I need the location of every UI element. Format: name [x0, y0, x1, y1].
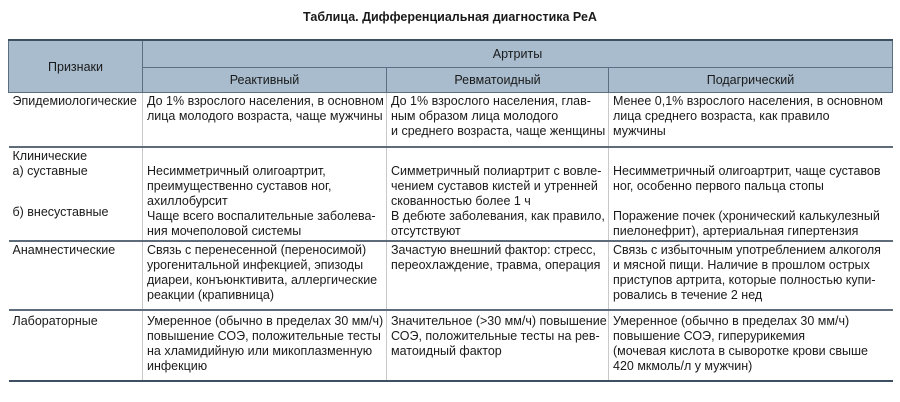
table-title: Таблица. Дифференциальная диагностика РеА	[303, 10, 597, 24]
text-line: Умеренное (обычно в пределах 30 мм/ч)	[613, 313, 850, 328]
text-line: лица среднего возраста, как правило	[613, 109, 830, 124]
cell-gout-b	[613, 209, 889, 239]
text-line: Поражение почек (хронический калькулезный	[613, 208, 880, 223]
sign-label: Лабораторные	[12, 313, 98, 328]
text-line: Умеренное (обычно в пределах 30 мм/ч)	[147, 313, 384, 328]
header-arthritis: Артриты	[143, 40, 893, 68]
cell-rheumatoid	[387, 93, 609, 147]
text-line: Связь с избыточным употреблением алкоголя	[613, 242, 881, 257]
text-line: ахиллобурсит	[147, 193, 228, 208]
text-line: Несимметричный олигоартрит,	[147, 163, 326, 178]
header-gout: Подагрический	[609, 68, 893, 93]
text-line: мужчины	[613, 124, 666, 139]
text-line: Чаще всего воспалительные заболева-	[147, 209, 376, 224]
text-line: До 1% взрослого населения, в основном	[147, 94, 384, 108]
text-line: Симметричный полиартрит с вовле-	[391, 163, 602, 178]
cell-gout	[609, 93, 893, 147]
text-line: повышение СОЭ, гиперурикемия	[613, 328, 806, 343]
table-row-anamnestic	[9, 241, 893, 310]
sign-sublabel-a: а) суставные	[12, 163, 88, 178]
text-line: Связь с перенесенной (переносимой)	[147, 242, 367, 257]
text-line: До 1% взрослого населения, глав-	[391, 94, 591, 108]
cell-gout-a	[613, 164, 889, 194]
diagnosis-table	[8, 39, 893, 382]
text-line: Несимметричный олигоартрит, чаще суставов	[613, 163, 881, 178]
cell-rheumatoid	[387, 241, 609, 310]
text-line: реакции (крапивница)	[147, 288, 275, 303]
text-line: Значительное (>30 мм/ч) повышение	[391, 313, 607, 328]
cell-reactive	[143, 310, 387, 381]
text-line: Менее 0,1% взрослого населения, в основном	[613, 94, 883, 108]
sign-sublabel-b: б) внесуставные	[12, 204, 109, 219]
sign-label: Эпидемиологические	[12, 94, 137, 108]
text-line: повышение СОЭ, положительные тесты	[147, 328, 381, 343]
table-row-epidemiological	[9, 93, 893, 147]
text-line: лица молодого возраста, чаще мужчины	[147, 109, 383, 124]
text-line: преимущественно суставов ног,	[147, 178, 332, 193]
text-line: инфекцию	[147, 359, 208, 374]
text-line: чением суставов кистей и утренней	[391, 178, 598, 193]
table-row-clinical	[9, 147, 893, 241]
text-line: СОЭ, положительные тесты на рев-	[391, 328, 600, 343]
text-line: переохлаждение, травма, операция	[391, 257, 601, 272]
text-line: В дебюте заболевания, как правило,	[391, 209, 605, 224]
cell-gout	[609, 310, 893, 381]
text-line: пиелонефрит), артериальная гипертензия	[613, 224, 859, 239]
cell-rheumatoid	[387, 310, 609, 381]
header-rheumatoid: Ревматоидный	[387, 68, 609, 93]
cell-rheumatoid-a	[391, 164, 604, 210]
header-reactive: Реактивный	[143, 68, 387, 93]
text-line: приступов артрита, которые полностью купи-	[613, 272, 876, 287]
cell-reactive-b	[147, 209, 382, 239]
sign-label: Клинические	[12, 148, 88, 163]
cell-reactive	[143, 93, 387, 147]
text-line: урогенитальной инфекцией, эпизоды	[147, 257, 364, 272]
text-line: матоидный фактор	[391, 343, 502, 358]
sign-label: Анамнестические	[12, 242, 116, 257]
text-line: скованностью более 1 ч	[391, 193, 531, 208]
text-line: и среднего возраста, чаще женщины	[391, 124, 606, 139]
text-line: и мясной пищи. Наличие в прошлом острых	[613, 257, 870, 272]
text-line: ровались в течение 2 нед	[613, 288, 763, 303]
cell-rheumatoid-b	[391, 209, 604, 239]
cell-reactive-a	[147, 164, 382, 210]
text-line: отсутствуют	[391, 224, 461, 239]
text-line: ног, особенно первого пальца стопы	[613, 178, 824, 193]
text-line: ния мочеполовой системы	[147, 224, 302, 239]
cell-gout	[609, 241, 893, 310]
text-line: на хламидийную или микоплазменную	[147, 343, 373, 358]
text-line: диареи, конъюнктивита, аллергические	[147, 272, 378, 287]
header-signs: Признаки	[9, 40, 143, 93]
text-line: Зачастую внешний фактор: стресс,	[391, 242, 596, 257]
table-row-laboratory	[9, 310, 893, 381]
text-line: ным образом лица молодого	[391, 109, 559, 124]
text-line: 420 мкмоль/л у мужчин)	[613, 359, 753, 374]
cell-reactive	[143, 241, 387, 310]
text-line: (мочевая кислота в сыворотке крови свыше	[613, 343, 868, 358]
